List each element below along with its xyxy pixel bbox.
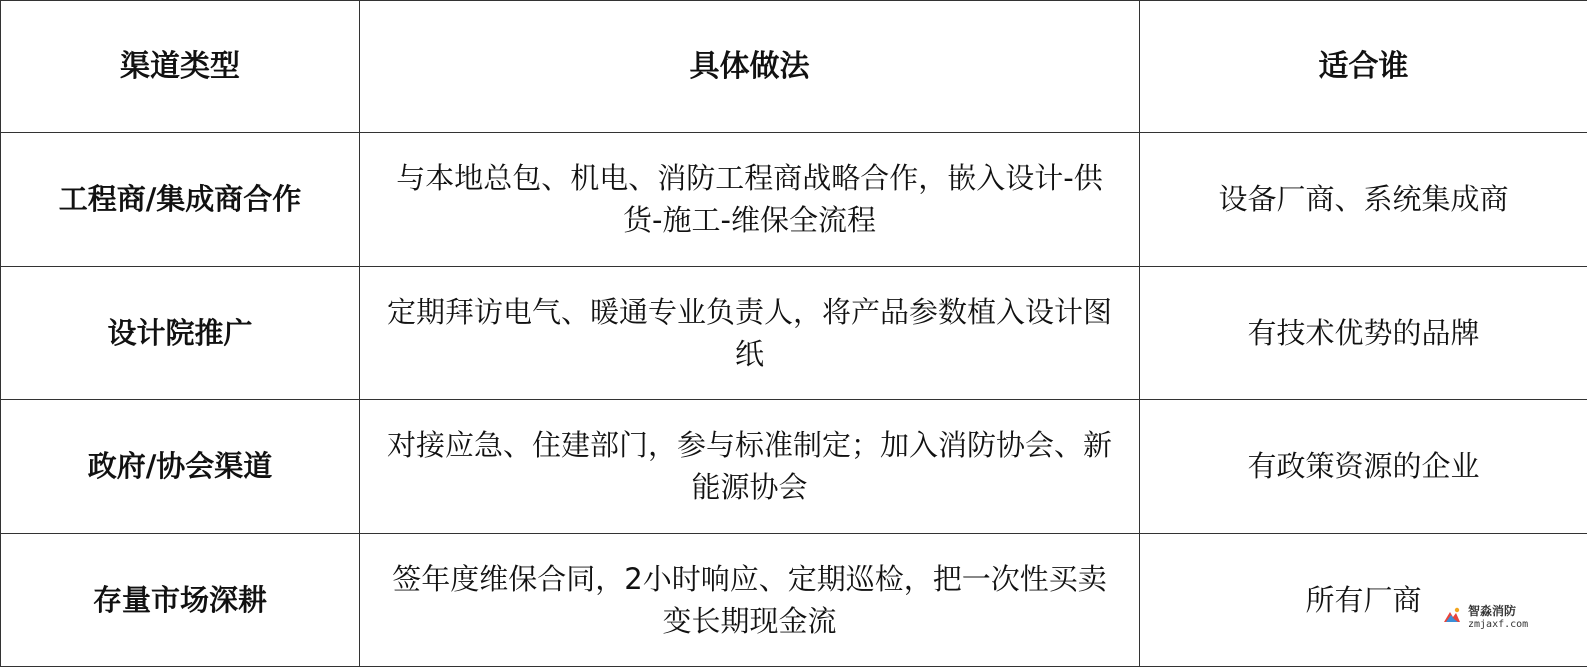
watermark-name: 智淼消防: [1468, 604, 1517, 618]
table-row: [1, 266, 1587, 400]
cell-channel-type: 设计院推广: [1, 266, 360, 400]
table-row: [1, 400, 1587, 534]
cell-method: 定期拜访电气、暖通专业负责人，将产品参数植入设计图纸: [360, 266, 1140, 400]
watermark: [1440, 598, 1550, 638]
logo-icon: [1440, 604, 1464, 632]
watermark-text: [1468, 605, 1528, 631]
header-method: 具体做法: [360, 1, 1140, 133]
table-header-row: [1, 1, 1587, 133]
cell-suitable-for: 设备厂商、系统集成商: [1140, 133, 1587, 267]
cell-channel-type: 工程商/集成商合作: [1, 133, 360, 267]
table-row: [1, 533, 1587, 667]
cell-suitable-for: 所有厂商: [1140, 533, 1587, 667]
watermark-url: zmjaxf.com: [1468, 619, 1529, 630]
cell-method: 对接应急、住建部门，参与标准制定；加入消防协会、新能源协会: [360, 400, 1140, 534]
cell-channel-type: 政府/协会渠道: [1, 400, 360, 534]
header-suitable-for: 适合谁: [1140, 1, 1587, 133]
header-channel-type: 渠道类型: [1, 1, 360, 133]
cell-channel-type: 存量市场深耕: [1, 533, 360, 667]
cell-suitable-for: 有政策资源的企业: [1140, 400, 1587, 534]
cell-suitable-for: 有技术优势的品牌: [1140, 266, 1587, 400]
cell-method: 签年度维保合同，2小时响应、定期巡检，把一次性买卖变长期现金流: [360, 533, 1140, 667]
table-row: [1, 133, 1587, 267]
cell-method: 与本地总包、机电、消防工程商战略合作，嵌入设计-供货-施工-维保全流程: [360, 133, 1140, 267]
